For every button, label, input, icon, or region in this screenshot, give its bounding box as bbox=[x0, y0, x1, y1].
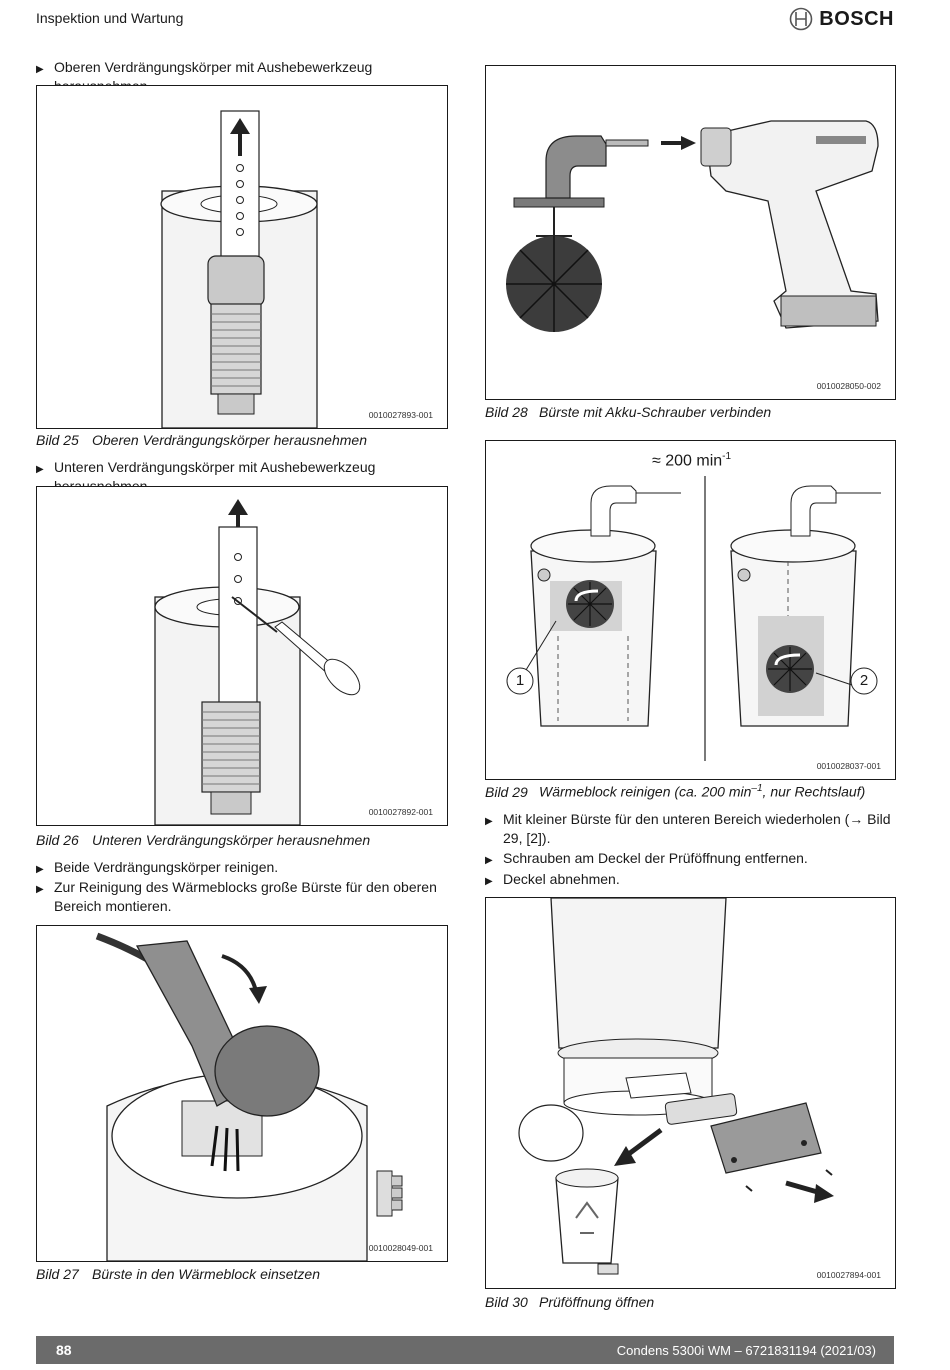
brush-insert-illustration bbox=[37, 926, 447, 1261]
step-bullet-icon: ▶ bbox=[485, 855, 493, 866]
brand-name: BOSCH bbox=[819, 7, 894, 30]
figure-28 bbox=[485, 65, 896, 400]
figure-25 bbox=[36, 85, 448, 429]
instruction-step: ▶ Unteren Verdrängungskörper mit Aushebewerkzeug bbox=[36, 458, 446, 496]
figure-code: 0010028050-002 bbox=[816, 381, 881, 391]
displacer-lower-illustration bbox=[37, 487, 447, 825]
instruction-step: ▶ Deckel abnehmen. bbox=[485, 870, 894, 891]
heat-block-cleaning-illustration bbox=[486, 441, 895, 779]
instruction-step: ▶ Mit kleiner Bürste für den unteren Bereich wiederholen (→ Bild 29, [2]). bbox=[485, 811, 891, 846]
inspection-opening-illustration bbox=[486, 898, 895, 1288]
section-title: Inspektion und Wartung bbox=[36, 10, 184, 26]
page-footer bbox=[36, 1336, 894, 1364]
instruction-step: ▶ Oberen Verdrängungskörper mit Aushebewerkzeug bbox=[36, 58, 446, 96]
instruction-step: ▶ Schrauben am Deckel der Prüföffnung entfernen. bbox=[485, 849, 894, 870]
instruction-step: ▶ Beide Verdrängungskörper reinigen. bbox=[36, 858, 446, 879]
instruction-step: ▶ Zur Reinigung des Wärmeblocks große Bürste für den oberen Bereich montieren. bbox=[36, 879, 437, 914]
figure-code: 0010028049-001 bbox=[368, 1243, 433, 1253]
callout-1: 1 bbox=[515, 672, 525, 689]
figure-30 bbox=[485, 897, 896, 1289]
rotation-speed-label: ≈ 200 $\min^{-1}$ bbox=[652, 451, 732, 470]
brush-drill-illustration bbox=[486, 66, 895, 399]
step-bullet-icon: ▶ bbox=[36, 464, 44, 475]
bosch-armature-icon bbox=[789, 7, 813, 31]
document-info: Condens 5300i WM – 6721831194 (2021/03) bbox=[616, 1342, 876, 1358]
figure-code: 0010027892-001 bbox=[368, 807, 433, 817]
figure-code: 0010027893-001 bbox=[368, 410, 433, 420]
figure-caption: Bild 25 Oberen Verdrängungskörper herausnehmen bbox=[36, 432, 367, 448]
step-bullet-icon: ▶ bbox=[485, 816, 493, 827]
figure-caption: Bild 26 Unteren Verdrängungskörper herausnehmen bbox=[36, 832, 371, 848]
bosch-logo bbox=[789, 7, 894, 31]
figure-code: 0010028037-001 bbox=[816, 761, 881, 771]
figure-27 bbox=[36, 925, 448, 1262]
figure-caption: Bild 27 Bürste in den Wärmeblock einsetzen bbox=[36, 1266, 320, 1282]
step-bullet-icon: ▶ bbox=[36, 864, 44, 875]
figure-29 bbox=[485, 440, 896, 780]
step-bullet-icon: ▶ bbox=[36, 884, 44, 895]
callout-2: 2 bbox=[859, 672, 869, 689]
displacer-upper-illustration bbox=[37, 86, 447, 428]
step-bullet-icon: ▶ bbox=[485, 876, 493, 887]
figure-26 bbox=[36, 486, 448, 826]
figure-code: 0010027894-001 bbox=[816, 1270, 881, 1280]
figure-caption: Bild 28 Bürste mit Akku-Schrauber verbinden bbox=[485, 404, 772, 420]
page-number: 88 bbox=[56, 1342, 72, 1358]
figure-caption: Bild 29 Wärmeblock reinigen (ca. 200 $\min^{-1}$, nur Rechtslauf) bbox=[485, 783, 866, 800]
figure-caption: Bild 30 Prüföffnung öffnen bbox=[485, 1294, 655, 1310]
step-bullet-icon: ▶ bbox=[36, 64, 44, 75]
